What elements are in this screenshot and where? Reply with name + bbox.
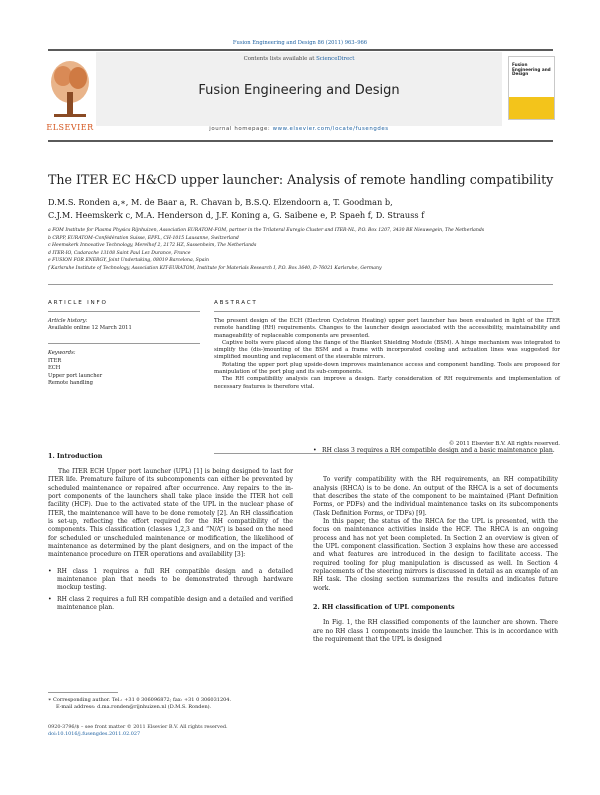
rh-class-1-item: • RH class 1 requires a full RH compatible design and a detailed maintenance plan that needs to be demonstrated through hardware mockup testing.	[48, 568, 293, 593]
keyword: Remote handling	[48, 380, 93, 387]
affiliation-b: b CRPP, EURATOM–Confédération Suisse, EPFL, CH-1015 Lausanne, Switzerland	[48, 235, 239, 241]
corresponding-author-footnote	[48, 697, 293, 710]
cover-title: Fusion Engineering and Design	[512, 62, 551, 77]
history-label: Article history:	[48, 318, 88, 324]
article-title: The ITER EC H&CD upper launcher: Analysis of remote handling compatibility	[48, 172, 554, 187]
journal-homepage-line	[96, 126, 502, 132]
header-bottom-rule	[48, 140, 553, 142]
abstract-paragraph: Rotating the upper port plug upside-down improves maintenance access and component handling. Tools are proposed for manipulation of the port plug and its sub-components.	[214, 361, 560, 376]
keywords-block	[48, 350, 198, 388]
keywords-label: Keywords:	[48, 350, 76, 356]
doi-link[interactable]: doi:10.1016/j.fusengdes.2011.02.027	[48, 730, 141, 737]
homepage-link[interactable]: www.elsevier.com/locate/fusengdes	[272, 126, 389, 132]
section-gap	[313, 593, 558, 603]
affiliations-rule	[48, 284, 553, 285]
article-history	[48, 318, 198, 331]
abstract-body	[214, 318, 560, 391]
keyword: Upper port launcher	[48, 372, 103, 379]
history-rule	[48, 343, 200, 344]
abstract-heading: ABSTRACT	[214, 300, 258, 306]
footnote-rule	[48, 692, 118, 693]
abstract-copyright: © 2011 Elsevier B.V. All rights reserved.	[448, 441, 560, 447]
keyword: ECH	[48, 365, 61, 372]
keyword: ITER	[48, 357, 62, 364]
paper-outline-paragraph: In this paper, the status of the RHCA for the UPL is presented, with the focus on maintenance activities inside the HCF. The RHCA is an ongoing process and has not yet been completed. In Section 2 an overview is given of the UPL component classification. Section 3 explains how these are accessed and what features are introduced in the design to facilitate access. The required tooling for plug manipulation is discussed as well. In Section 4 replacements of the steering mirrors is discussed in detail as an example of an RH task. The closing section summarizes the results and indicates future work.	[313, 518, 558, 592]
journal-cover-thumbnail[interactable]	[508, 56, 555, 120]
affiliation-e: e FUSION FOR ENERGY, Joint Undertaking, 08019 Barcelona, Spain	[48, 258, 209, 264]
right-column	[313, 447, 558, 644]
contents-line	[96, 56, 502, 62]
article-info-rule	[48, 311, 200, 312]
affiliation-d: d ITER-IO, Cadarache 13108 Saint Paul Lez Durance, France	[48, 250, 191, 256]
corresponding-author: ∗ Corresponding author. Tel.: +31 0 306096872; fax: +31 0 306031204.	[48, 697, 232, 703]
affiliations-list	[48, 227, 558, 273]
journal-reference[interactable]: Fusion Engineering and Design 86 (2011) 963–966	[232, 40, 368, 46]
rh-class-list-continued	[313, 447, 558, 455]
rhca-paragraph: To verify compatibility with the RH requirements, an RH compatibility analysis (RHCA) is to be done. An output of the RHCA is a set of documents that describes the state of the component to be maintained (Plant Definition Forms, or PDFs) and the individual maintenance tasks on its subcomponents (Task Definition Forms, or TDFs) [9].	[313, 476, 558, 517]
elsevier-wordmark: ELSEVIER	[46, 123, 94, 132]
rh-class-3-item: • RH class 3 requires a RH compatible design and a basic maintenance plan.	[313, 447, 558, 455]
abstract-paragraph: Captive bolts were placed along the flange of the Blanket Shielding Module (BSM). A hinge mechanism was integrated to simplify the (dis-)mounting of the BSM and a frame with incorporated cooling and actuation lines was suggested for simplified mounting and replacement of the steerable mirrors.	[214, 339, 560, 361]
authors-line-2: C.J.M. Heemskerk c, M.A. Henderson d, J.F. Koning a, G. Saibene e, P. Spaeh f, D. Strauss f	[48, 210, 425, 220]
cover-yellow-band	[509, 97, 554, 119]
section-2-heading: 2. RH classification of UPL components	[313, 603, 455, 612]
contents-prefix: Contents lists available at	[243, 56, 317, 62]
rh-class-2-item: • RH class 2 requires a full RH compatible design and a detailed and verified maintenance plan.	[48, 596, 293, 613]
paragraph-gap	[313, 458, 558, 476]
abstract-paragraph: The present design of the ECH (Electron Cyclotron Heating) upper port launcher has been evaluated in light of the ITER remote handling (RH) requirements. Changes to the launcher design associated with the accessibility, maintainability and manageability of replaceable components are presented.	[214, 318, 560, 339]
sciencedirect-link[interactable]: ScienceDirect	[316, 56, 355, 62]
elsevier-tree-logo	[48, 56, 92, 122]
issn-line: 0920-3796/$ – see front matter © 2011 Elsevier B.V. All rights reserved.	[48, 724, 228, 730]
section-1-heading: 1. Introduction	[48, 452, 103, 460]
affiliation-f: f Karlsruhe Institute of Technology, Association KIT-EURATOM, Institute for Materials Research I, P.O. Box 3640, D-76021 Karlsruhe, Germany	[48, 265, 382, 271]
article-info-heading: ARTICLE INFO	[48, 300, 108, 306]
left-column	[48, 452, 293, 616]
footer-identifiers	[48, 724, 348, 737]
author-email[interactable]: E-mail address: d.ma.ronden@rijnhuizen.nl (D.M.S. Ronden).	[56, 703, 212, 710]
rh-class-list	[48, 568, 293, 613]
affiliation-c: c Heemskerk Innovative Technology, Merelhof 2, 2172 HZ, Sassenheim, The Netherlands	[48, 243, 257, 249]
abstract-paragraph: The RH compatibility analysis can improve a design. Early consideration of RH requirements and implementation of necessary features is therefore vital.	[214, 376, 560, 390]
homepage-prefix: journal homepage:	[209, 126, 273, 132]
abstract-rule	[214, 311, 553, 312]
authors-line-1: D.M.S. Ronden a,∗, M. de Baar a, R. Chavan b, B.S.Q. Elzendoorn a, T. Goodman b,	[48, 197, 393, 207]
journal-name: Fusion Engineering and Design	[198, 83, 400, 98]
section-2-paragraph: In Fig. 1, the RH classified components of the launcher are shown. There are no RH class 1 components inside the launcher. This is in accordance with the requirement that the UPL is designed	[313, 619, 558, 643]
intro-paragraph: The ITER ECH Upper port launcher (UPL) [1] is being designed to last for ITER life. Premature failure of its subcomponents can either be prevented by scheduled maintenance or repaired after occurrence. Any repairs to the in-port components of the launchers shall take place inside the ITER hot cell facility (HCF). Due to the activated state of the UPL in the nuclear phase of ITER, the maintenance will have to be done remotely [2]. An RH classification is set-up, reflecting the effort required for the RH compatibility of the components. This classification (classes 1,2,3 and “N/A”) is based on the need for scheduled or unscheduled maintenance or modification, the likelihood of maintenance as determined by the plant designers, and on the impact of the maintenance procedure on ITER operations and availability [3]:	[48, 468, 293, 559]
affiliation-a: a FOM Institute for Plasma Physics Rijnhuizen, Association EURATOM-FOM, partner in the Trilateral Euregio Cluster and ITER-NL, P.O. Box 1207, 3430 BE Nieuwegein, The Netherlands	[48, 228, 485, 233]
header-top-rule	[48, 49, 553, 51]
history-value: Available online 12 March 2011	[48, 324, 132, 331]
